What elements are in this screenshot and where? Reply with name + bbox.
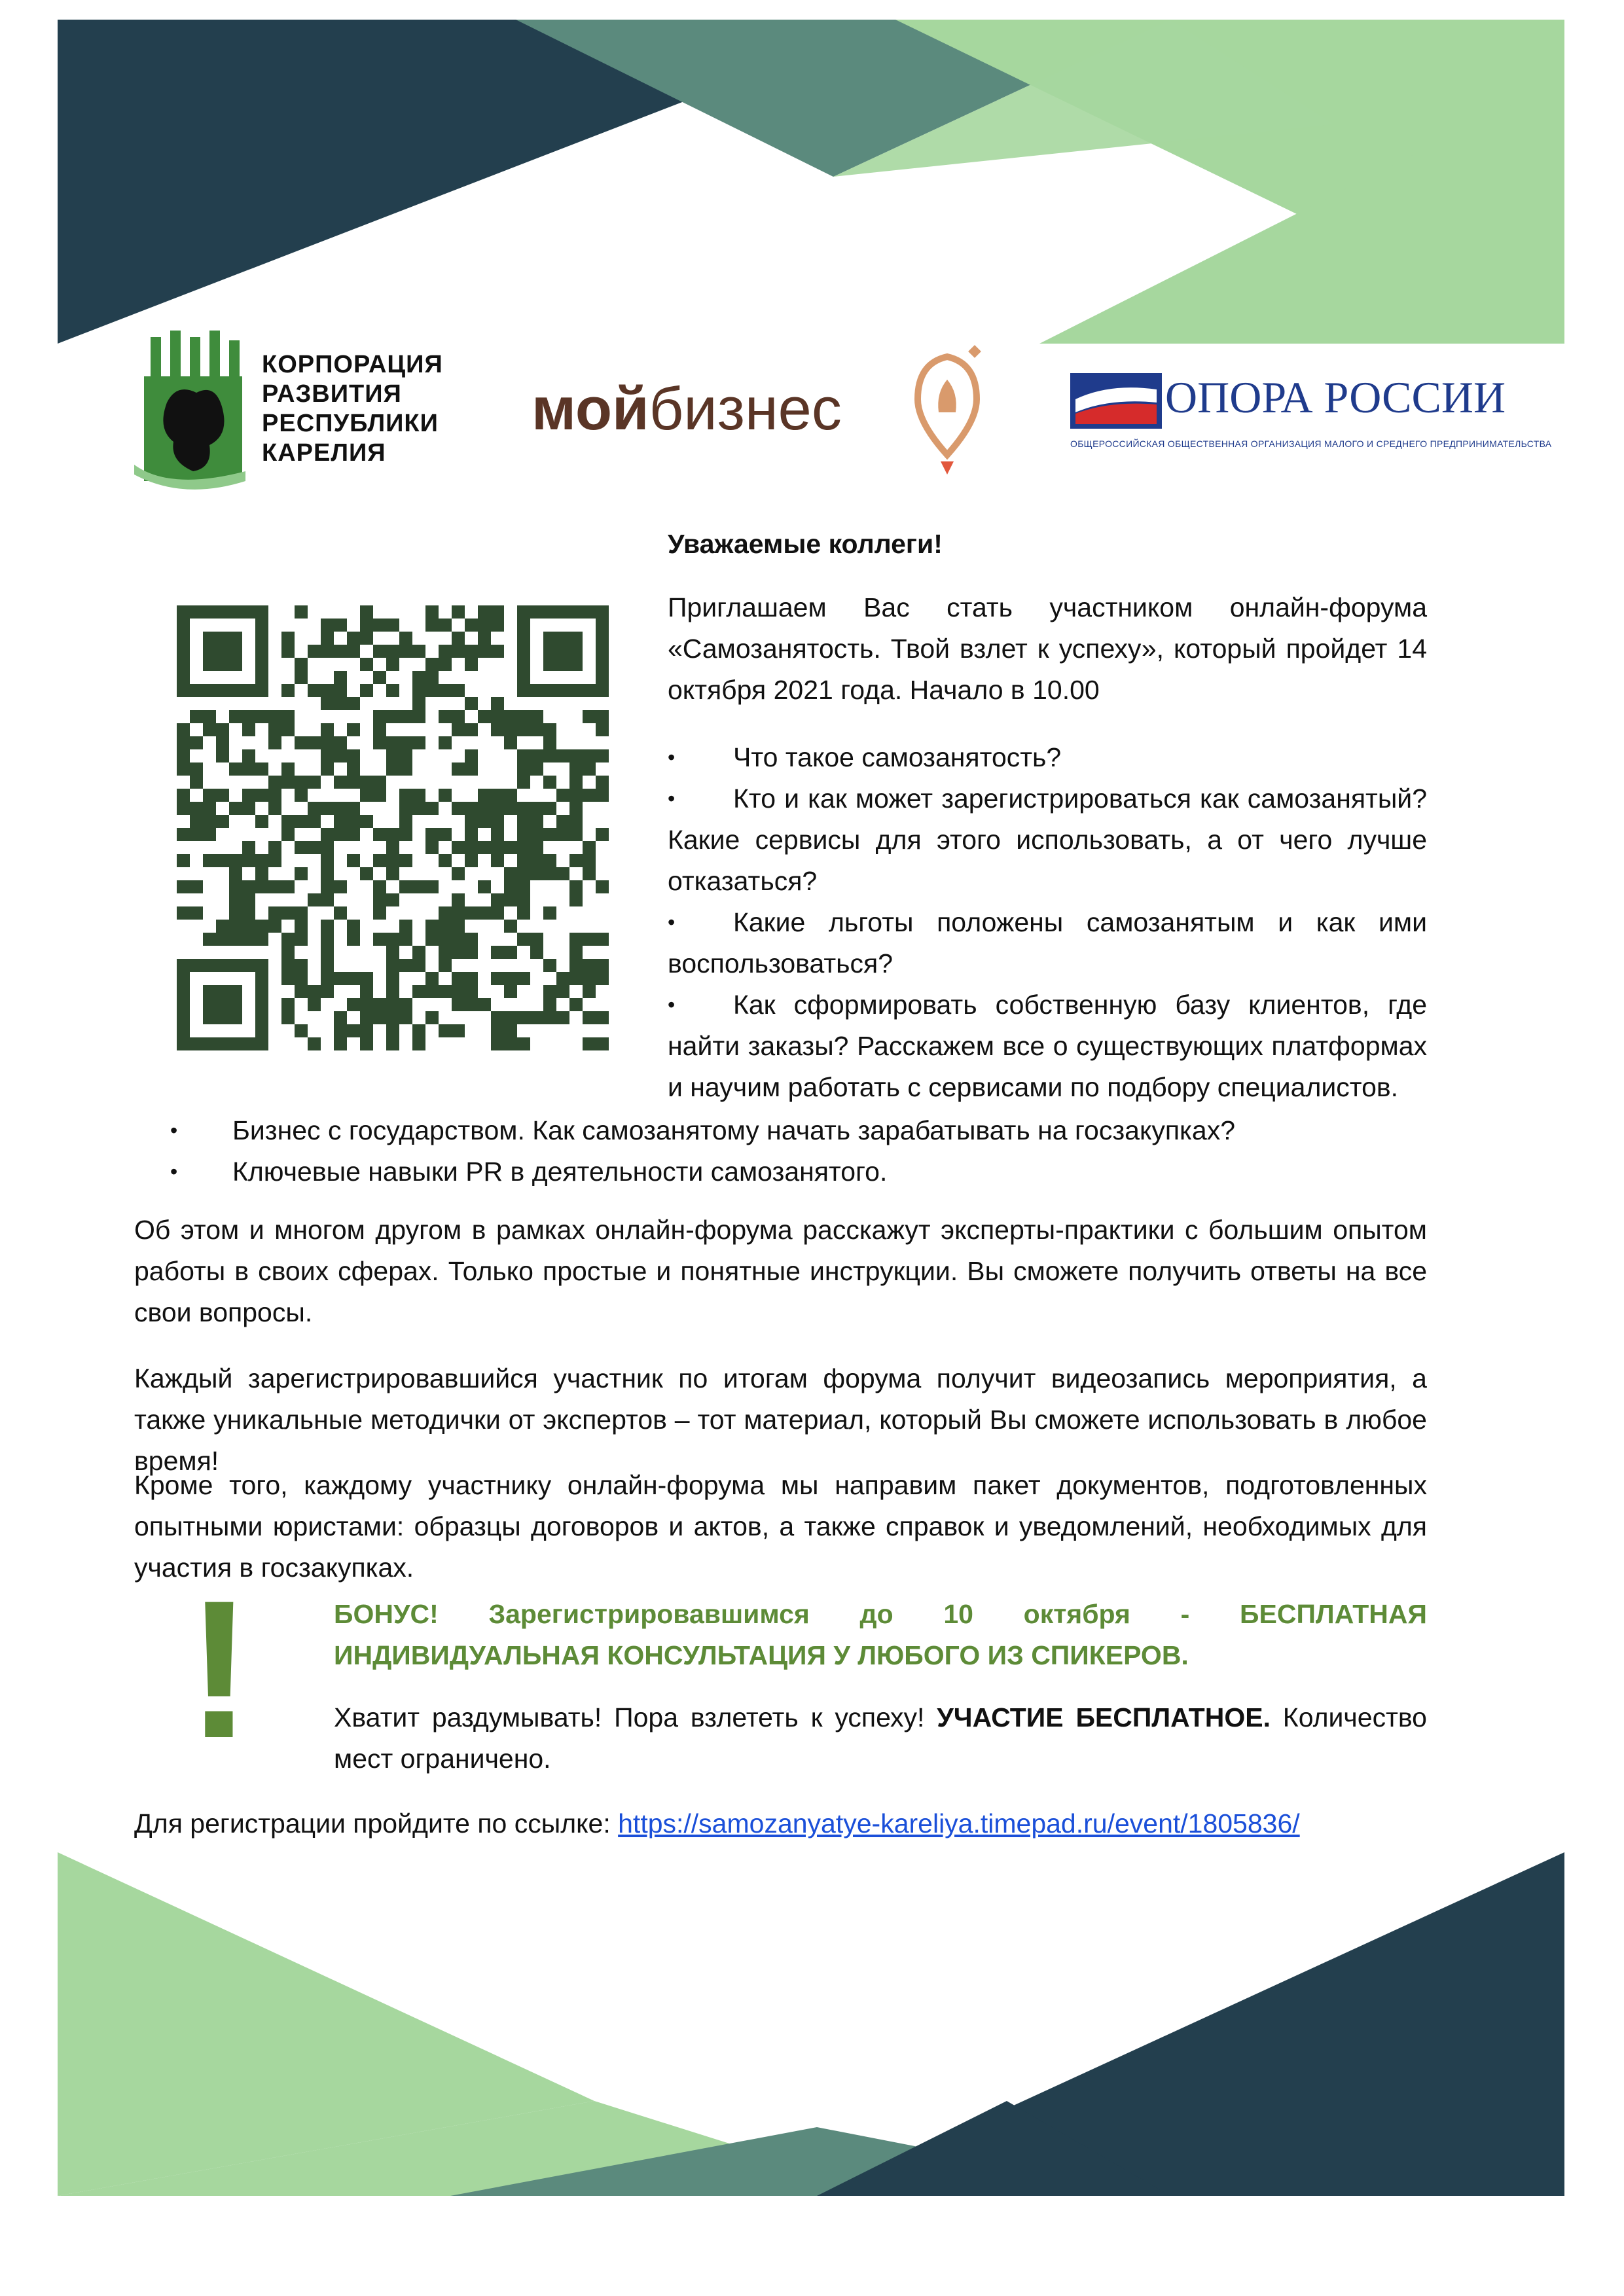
right-bullet-list [668,737,1427,1108]
list-item: • Какие льготы положены самозанятым и как ими воспользоваться? [668,902,1427,984]
karelia-logo [131,331,471,494]
registration-link[interactable]: https://samozanyatye-kareliya.timepad.ru/event/1805836/ [618,1808,1300,1839]
moibiznes-regular: бизнес [649,376,842,442]
call-to-action-part-2: Количество мест ограничено. [334,1702,1427,1774]
list-item: • Как сформировать собственную базу клиентов, где найти заказы? Расскажем все о существующих платформах и научим работать с сервисами по подбору специалистов. [668,984,1427,1108]
bonus-text: БОНУС! Зарегистрировавшимся до 10 октября - БЕСПЛАТНАЯ ИНДИВИДУАЛЬНАЯ КОНСУЛЬТАЦИЯ У ЛЮБОГО ИЗ СПИКЕРОВ. [334,1599,1427,1670]
paragraph-documents: Кроме того, каждому участнику онлайн-форума мы направим пакет документов, подготовленных опытными юристами: образцы договоров и актов, а также справок и уведомлений, необходимых для участия в госзакупках. [134,1470,1427,1583]
paragraph-experts: Об этом и многом другом в рамках онлайн-форума расскажут эксперты-практики с большим опытом работы в своих сферах. Только простые и понятные инструкции. Вы сможете получить ответы на все свои вопросы. [134,1215,1427,1327]
moibiznes-bold: мой [532,376,649,442]
karelia-line-1: КОРПОРАЦИЯ [262,351,443,378]
karelia-logo-text [262,350,443,468]
call-to-action-part-1: Хватит раздумывать! Пора взлететь к успеху! [334,1702,937,1732]
full-bullet-list [134,1110,1427,1193]
opora-title: ОПОРА РОССИИ [1165,372,1506,422]
karelia-line-4: КАРЕЛИЯ [262,439,386,467]
call-to-action [334,1697,1427,1780]
moibiznes-rocket-logo-icon [911,344,990,475]
list-item: • Кто и как может зарегистрироваться как самозанятый? Какие сервисы для этого использовать, а от чего лучше отказаться? [668,778,1427,902]
russian-flag-logo-icon [1070,373,1162,429]
free-participation: УЧАСТИЕ БЕСПЛАТНОЕ. [937,1702,1271,1732]
moibiznes-wordmark [532,375,842,444]
karelia-line-2: РАЗВИТИЯ [262,380,402,408]
moibiznes-logo [532,344,1003,488]
opora-subtitle: ОБЩЕРОССИЙСКАЯ ОБЩЕСТВЕННАЯ ОРГАНИЗАЦИЯ МАЛОГО И СРЕДНЕГО ПРЕДПРИНИМАТЕЛЬСТВА [1070,439,1552,449]
qr-code-icon [177,605,609,1050]
bottom-decorative-banner [58,1852,1564,2196]
list-item: • Что такое самозанятость? [668,737,1427,778]
karelia-line-3: РЕСПУБЛИКИ [262,410,439,437]
registration-line [134,1803,1300,1844]
intro-paragraph: Приглашаем Вас стать участником онлайн-форума «Самозанятость. Твой взлет к успеху», который пройдет 14 октября 2021 года. Начало в 10.00 [668,592,1427,705]
exclamation-icon: ! [187,1559,252,1779]
paragraph-materials: Каждый зарегистрировавшийся участник по итогам форума получит видеозапись мероприятия, а также уникальные методички от экспертов – тот материал, который Вы сможете использовать в любое время! [134,1363,1427,1476]
list-item: • Бизнес с государством. Как самозанятому начать зарабатывать на госзакупках? [134,1110,1427,1151]
top-decorative-banner [58,20,1564,344]
karelia-bear-logo-icon [131,331,249,494]
registration-label: Для регистрации пройдите по ссылке: [134,1808,619,1839]
list-item: • Ключевые навыки PR в деятельности самозанятого. [134,1151,1427,1193]
opora-logo [1070,367,1552,458]
greeting: Уважаемые коллеги! [668,529,943,559]
